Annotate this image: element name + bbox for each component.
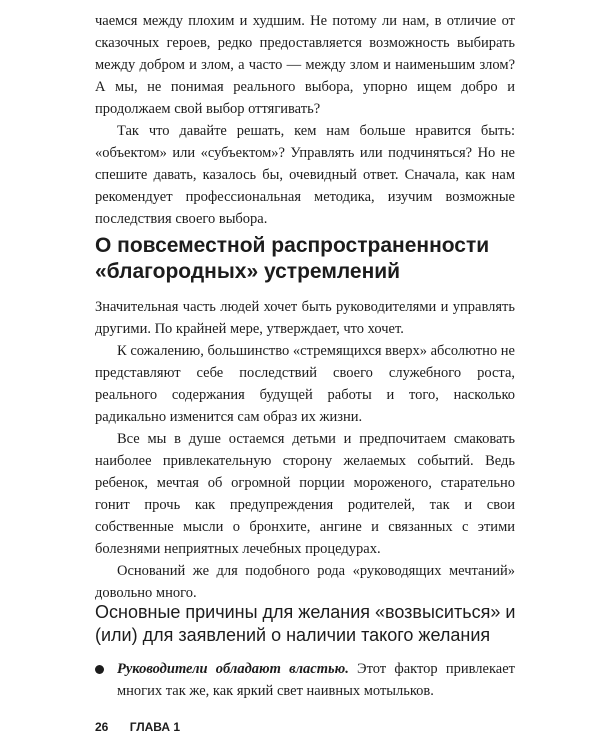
chapter-label: ГЛАВА — [129, 720, 171, 734]
section-heading: О повсеместной распространенности «благородных» устремлений — [95, 234, 490, 283]
chapter-number: 1 — [173, 720, 181, 734]
bullet-icon — [95, 665, 104, 674]
page-number: 26 — [95, 720, 109, 734]
bullet-lead: Руководители обладают властью. — [117, 661, 349, 677]
paragraph: Оснований же для подобного рода «руководящих мечтаний» довольно много. — [95, 563, 515, 601]
paragraph: Так что давайте решать, кем нам больше нравится быть: «объектом» или «субъектом»? Управлять или подчиняться? Но не спешите давать, казалось бы, очевидный ответ. Сначала, как нам рекомендует профессиональная методика, изучим возможные последствия своего выбора. — [95, 123, 515, 227]
paragraph: К сожалению, большинство «стремящихся вверх» абсолютно не представляют себе последствий своего служебного роста, реального содержания будущей работы и того, насколько радикально изменится сам образ их жизни. — [95, 343, 515, 425]
subsection-heading: Основные причины для желания «возвыситься» и (или) для заявлений о наличии такого желания — [95, 602, 516, 645]
text-block-section — [95, 296, 515, 604]
paragraph: Значительная часть людей хочет быть руководителями и управлять другими. По крайней мере, утверждает, что хочет. — [95, 299, 515, 337]
bullet-body: Этот фактор привлекает многих так же, как яркий свет наивных мотыльков. — [117, 661, 515, 699]
text-block-top — [95, 10, 515, 230]
paragraph: Все мы в душе остаемся детьми и предпочитаем смаковать наиболее привлекательную сторону желаемых событий. Ведь ребенок, мечтая об огромной порции мороженого, старательно гонит прочь как предупреждения родителей, так и свои собственные мысли о бронхите, ангине и связанных с этими болезнями неприятных лечебных процедурах. — [95, 431, 515, 557]
paragraph: чаемся между плохим и худшим. Не потому ли нам, в отличие от сказочных героев, редко предоставляется возможность выбирать между добром и злом, а часто — между злом и наименьшим злом? А мы, не понимая реального выбора, упорно ищем добро и продолжаем свой выбор оттягивать? — [95, 13, 515, 117]
page-footer — [95, 720, 180, 734]
bullet-text — [95, 658, 515, 702]
bullet-list-item — [95, 658, 515, 702]
